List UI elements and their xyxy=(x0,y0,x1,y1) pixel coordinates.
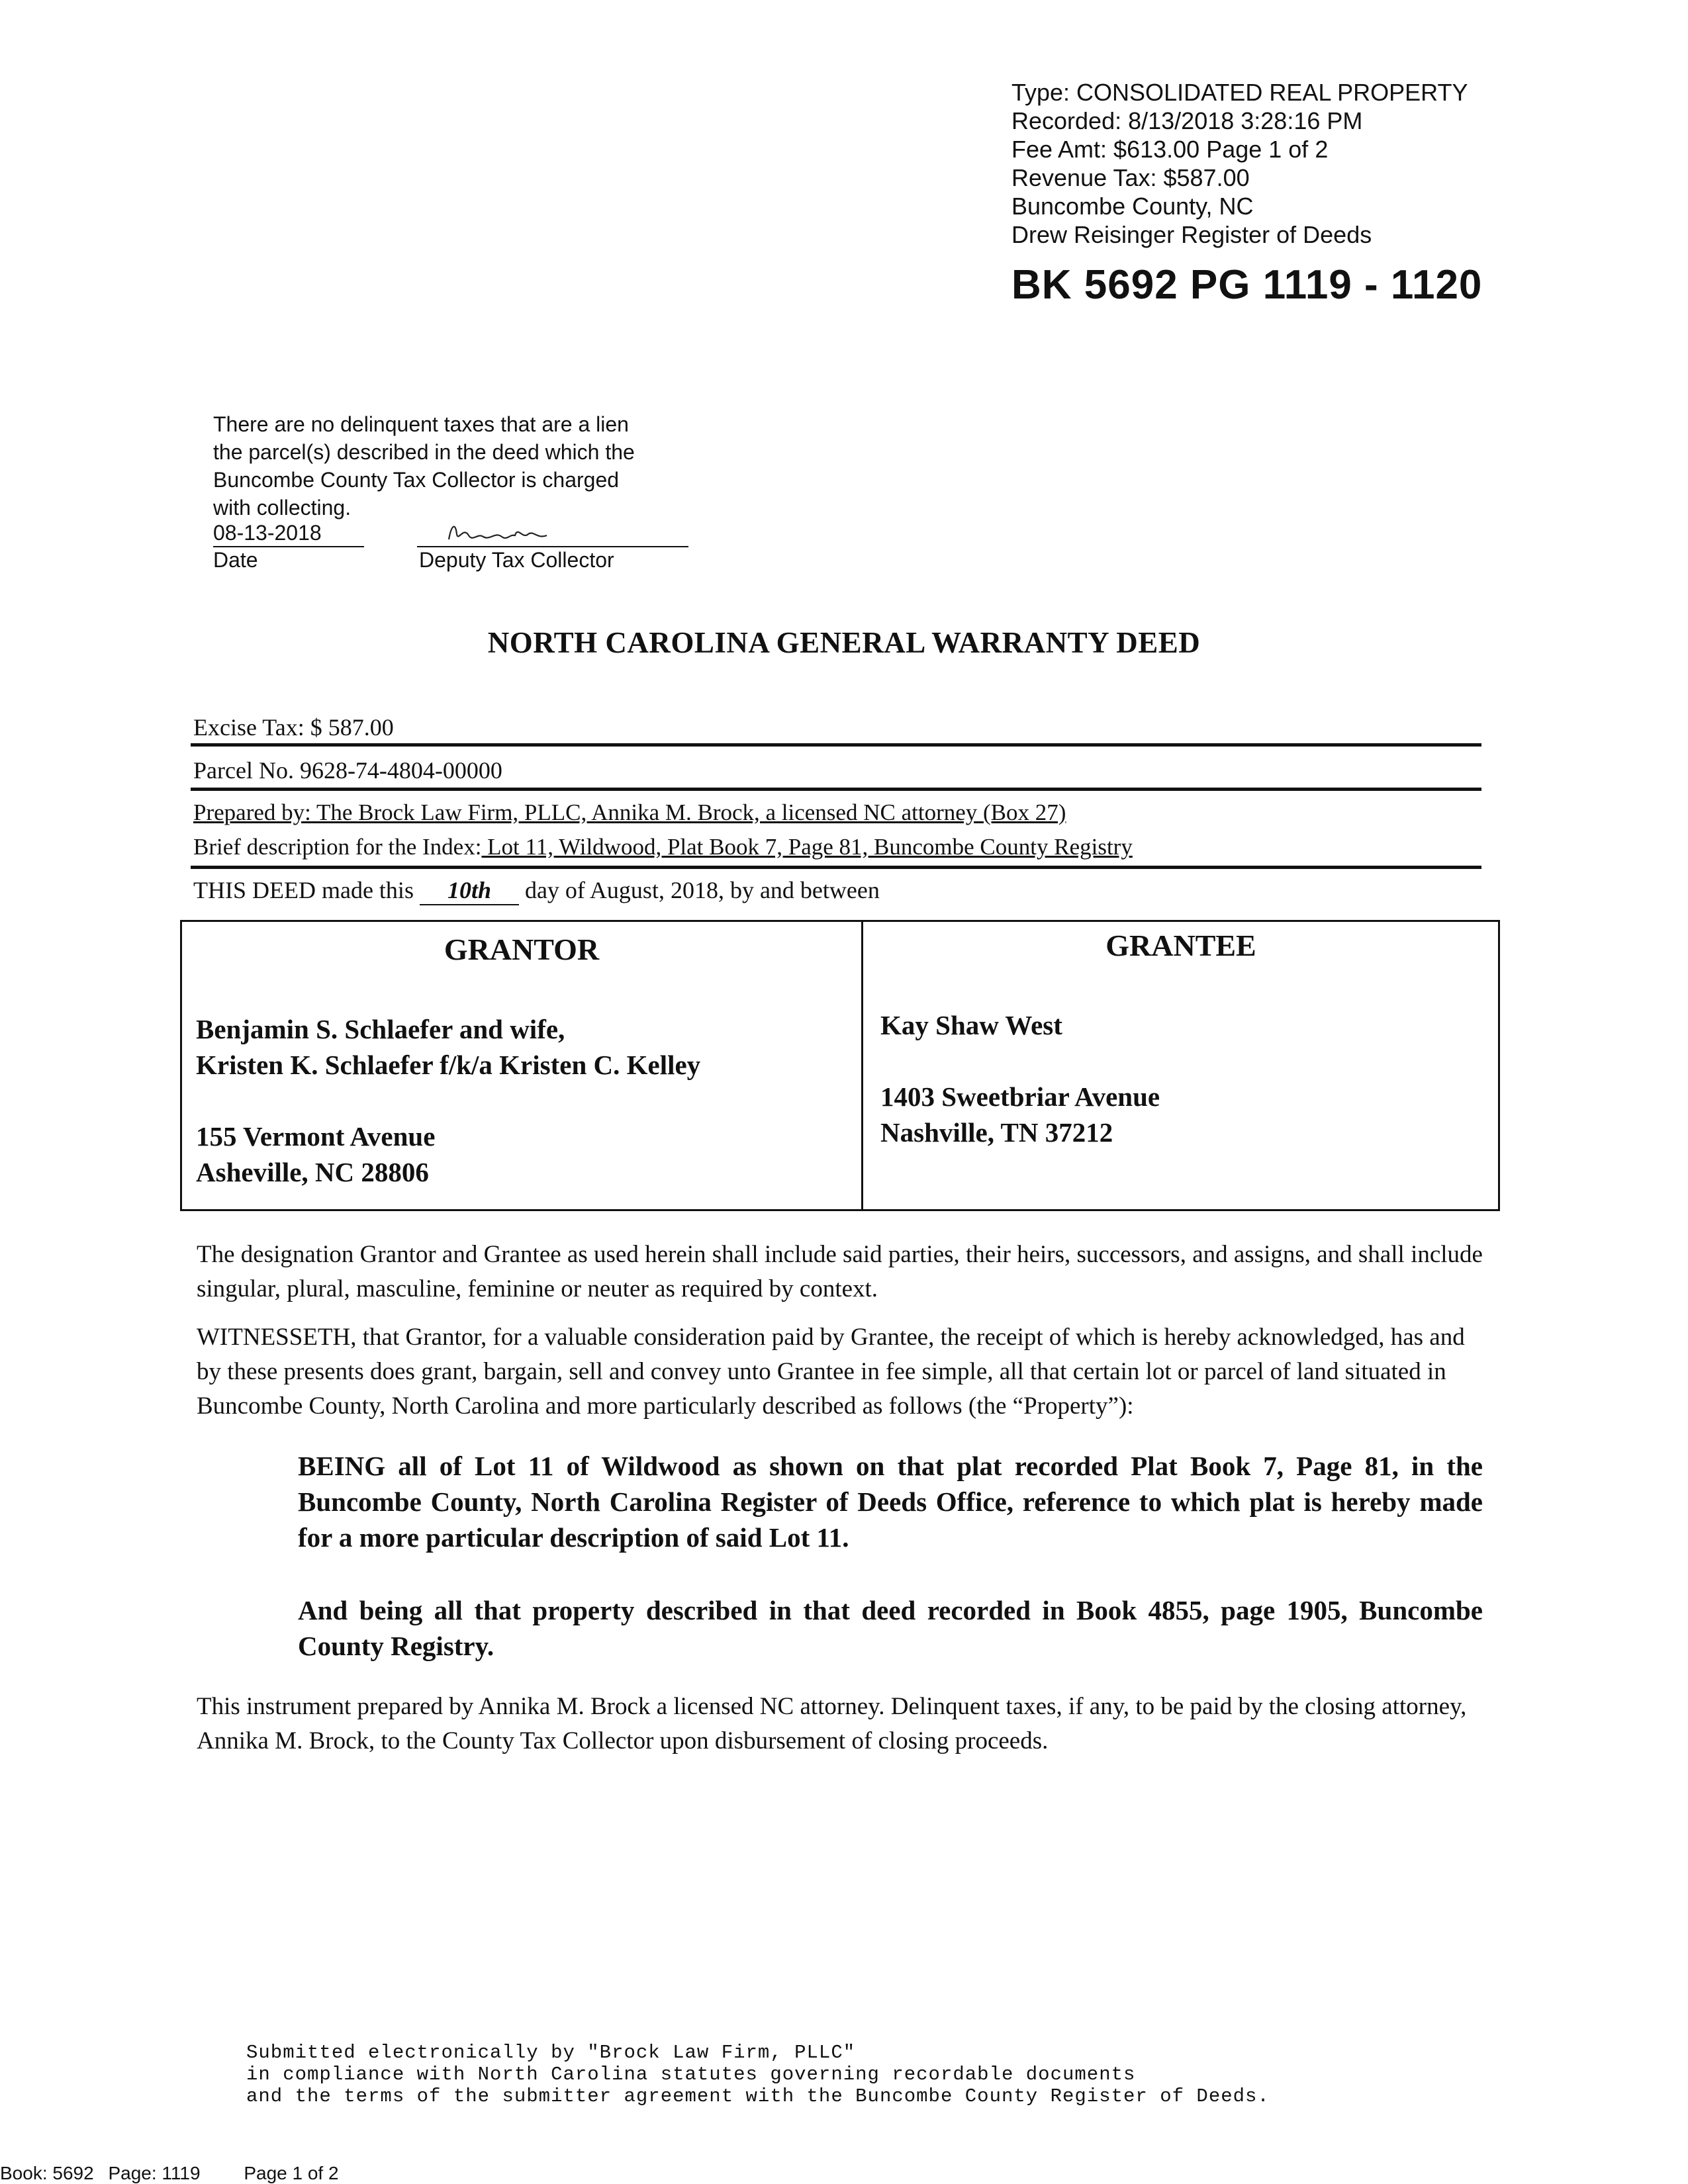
stamp-recorded: Recorded: 8/13/2018 3:28:16 PM xyxy=(1011,107,1363,134)
deed-made-line xyxy=(193,876,880,905)
recording-stamp xyxy=(1011,78,1673,249)
parcel-number: Parcel No. 9628-74-4804-00000 xyxy=(193,757,502,784)
stamp-fee: Fee Amt: $613.00 Page 1 of 2 xyxy=(1011,136,1329,163)
submission-line: Submitted electronically by "Brock Law Firm, PLLC" xyxy=(246,2042,856,2064)
witnesseth-paragraph: WITNESSETH, that Grantor, for a valuable consideration paid by Grantee, the receipt of which is hereby acknowledged, has and by these presents does grant, bargain, sell and convey unto Grantee in fee simple, all that certain lot or parcel of land situated in Buncombe County, North Carolina and more particularly described as follows (the “Property”): xyxy=(197,1324,1465,1420)
submission-line: in compliance with North Carolina statutes governing recordable documents xyxy=(246,2064,1136,2085)
tax-cert-line: the parcel(s) described in the deed which the xyxy=(213,440,635,464)
excise-tax: Excise Tax: $ 587.00 xyxy=(193,714,394,741)
designation-paragraph: The designation Grantor and Grantee as used herein shall include said parties, their heirs, successors, and assigns, and shall include singular, plural, masculine, feminine or neuter as required by context. xyxy=(197,1241,1483,1302)
grantor-name-2: Kristen K. Schlaefer f/k/a Kristen C. Kelley xyxy=(196,1050,701,1080)
book-page-reference: BK 5692 PG 1119 - 1120 xyxy=(1011,262,1483,308)
footer-page: Page: 1119 xyxy=(108,2163,201,2183)
brief-description-label: Brief description for the Index: xyxy=(193,834,482,860)
divider xyxy=(191,788,1481,791)
submission-line: and the terms of the submitter agreement with the Buncombe County Register of Deeds. xyxy=(246,2085,1270,2107)
signature-line xyxy=(417,520,688,547)
stamp-type: Type: CONSOLIDATED REAL PROPERTY xyxy=(1011,79,1468,106)
grantee-heading: GRANTEE xyxy=(1105,929,1256,962)
brief-description-value: Lot 11, Wildwood, Plat Book 7, Page 81, Buncombe County Registry xyxy=(481,834,1133,860)
grantee-address-1: 1403 Sweetbriar Avenue xyxy=(880,1081,1160,1112)
collector-signature xyxy=(417,520,688,546)
deputy-collector-label: Deputy Tax Collector xyxy=(419,548,614,572)
tax-certificate xyxy=(213,410,716,522)
date-label: Date xyxy=(213,548,258,572)
deed-made-prefix: THIS DEED made this xyxy=(193,877,414,903)
tax-cert-date: 08-13-2018 xyxy=(213,520,364,547)
grantor-name-1: Benjamin S. Schlaefer and wife, xyxy=(196,1014,565,1044)
deed-made-suffix: day of August, 2018, by and between xyxy=(524,877,880,903)
source-deed-reference: And being all that property described in that deed recorded in Book 4855, page 1905, Buncombe County Registry. xyxy=(298,1595,1483,1661)
party-table-divider xyxy=(861,920,863,1211)
page-footer xyxy=(0,2163,339,2184)
tax-cert-line: There are no delinquent taxes that are a lien xyxy=(213,412,629,436)
grantor-address-1: 155 Vermont Avenue xyxy=(196,1121,436,1152)
stamp-revenue-tax: Revenue Tax: $587.00 xyxy=(1011,164,1250,191)
instrument-preparer-note: This instrument prepared by Annika M. Brock a licensed NC attorney. Delinquent taxes, if any, to be paid by the closing attorney, Annika M. Brock, to the County Tax Collector upon disbursement of closing proceeds. xyxy=(197,1693,1467,1754)
grantee-name: Kay Shaw West xyxy=(880,1010,1062,1040)
footer-book: Book: 5692 xyxy=(0,2163,94,2183)
grantee-address-2: Nashville, TN 37212 xyxy=(880,1117,1113,1148)
legal-description: BEING all of Lot 11 of Wildwood as shown on that plat recorded Plat Book 7, Page 81, in the Buncombe County, North Carolina Register of Deeds Office, reference to which plat is hereby made for a more particular description of said Lot 11. xyxy=(298,1451,1483,1553)
prepared-by: Prepared by: The Brock Law Firm, PLLC, Annika M. Brock, a licensed NC attorney (Box 27) xyxy=(193,799,1066,825)
stamp-register: Drew Reisinger Register of Deeds xyxy=(1011,221,1372,248)
tax-cert-line: with collecting. xyxy=(213,496,352,520)
deed-day: 10th xyxy=(420,876,519,905)
grantor-heading: GRANTOR xyxy=(444,933,600,966)
grantor-address-2: Asheville, NC 28806 xyxy=(196,1157,429,1187)
document-title: NORTH CAROLINA GENERAL WARRANTY DEED xyxy=(487,626,1201,659)
divider xyxy=(191,743,1481,747)
footer-page-of: Page 1 of 2 xyxy=(244,2163,339,2183)
divider xyxy=(191,866,1481,869)
tax-cert-line: Buncombe County Tax Collector is charged xyxy=(213,468,620,492)
stamp-county: Buncombe County, NC xyxy=(1011,193,1254,220)
electronic-submission-notice xyxy=(246,2042,1270,2107)
brief-description xyxy=(193,834,1133,860)
